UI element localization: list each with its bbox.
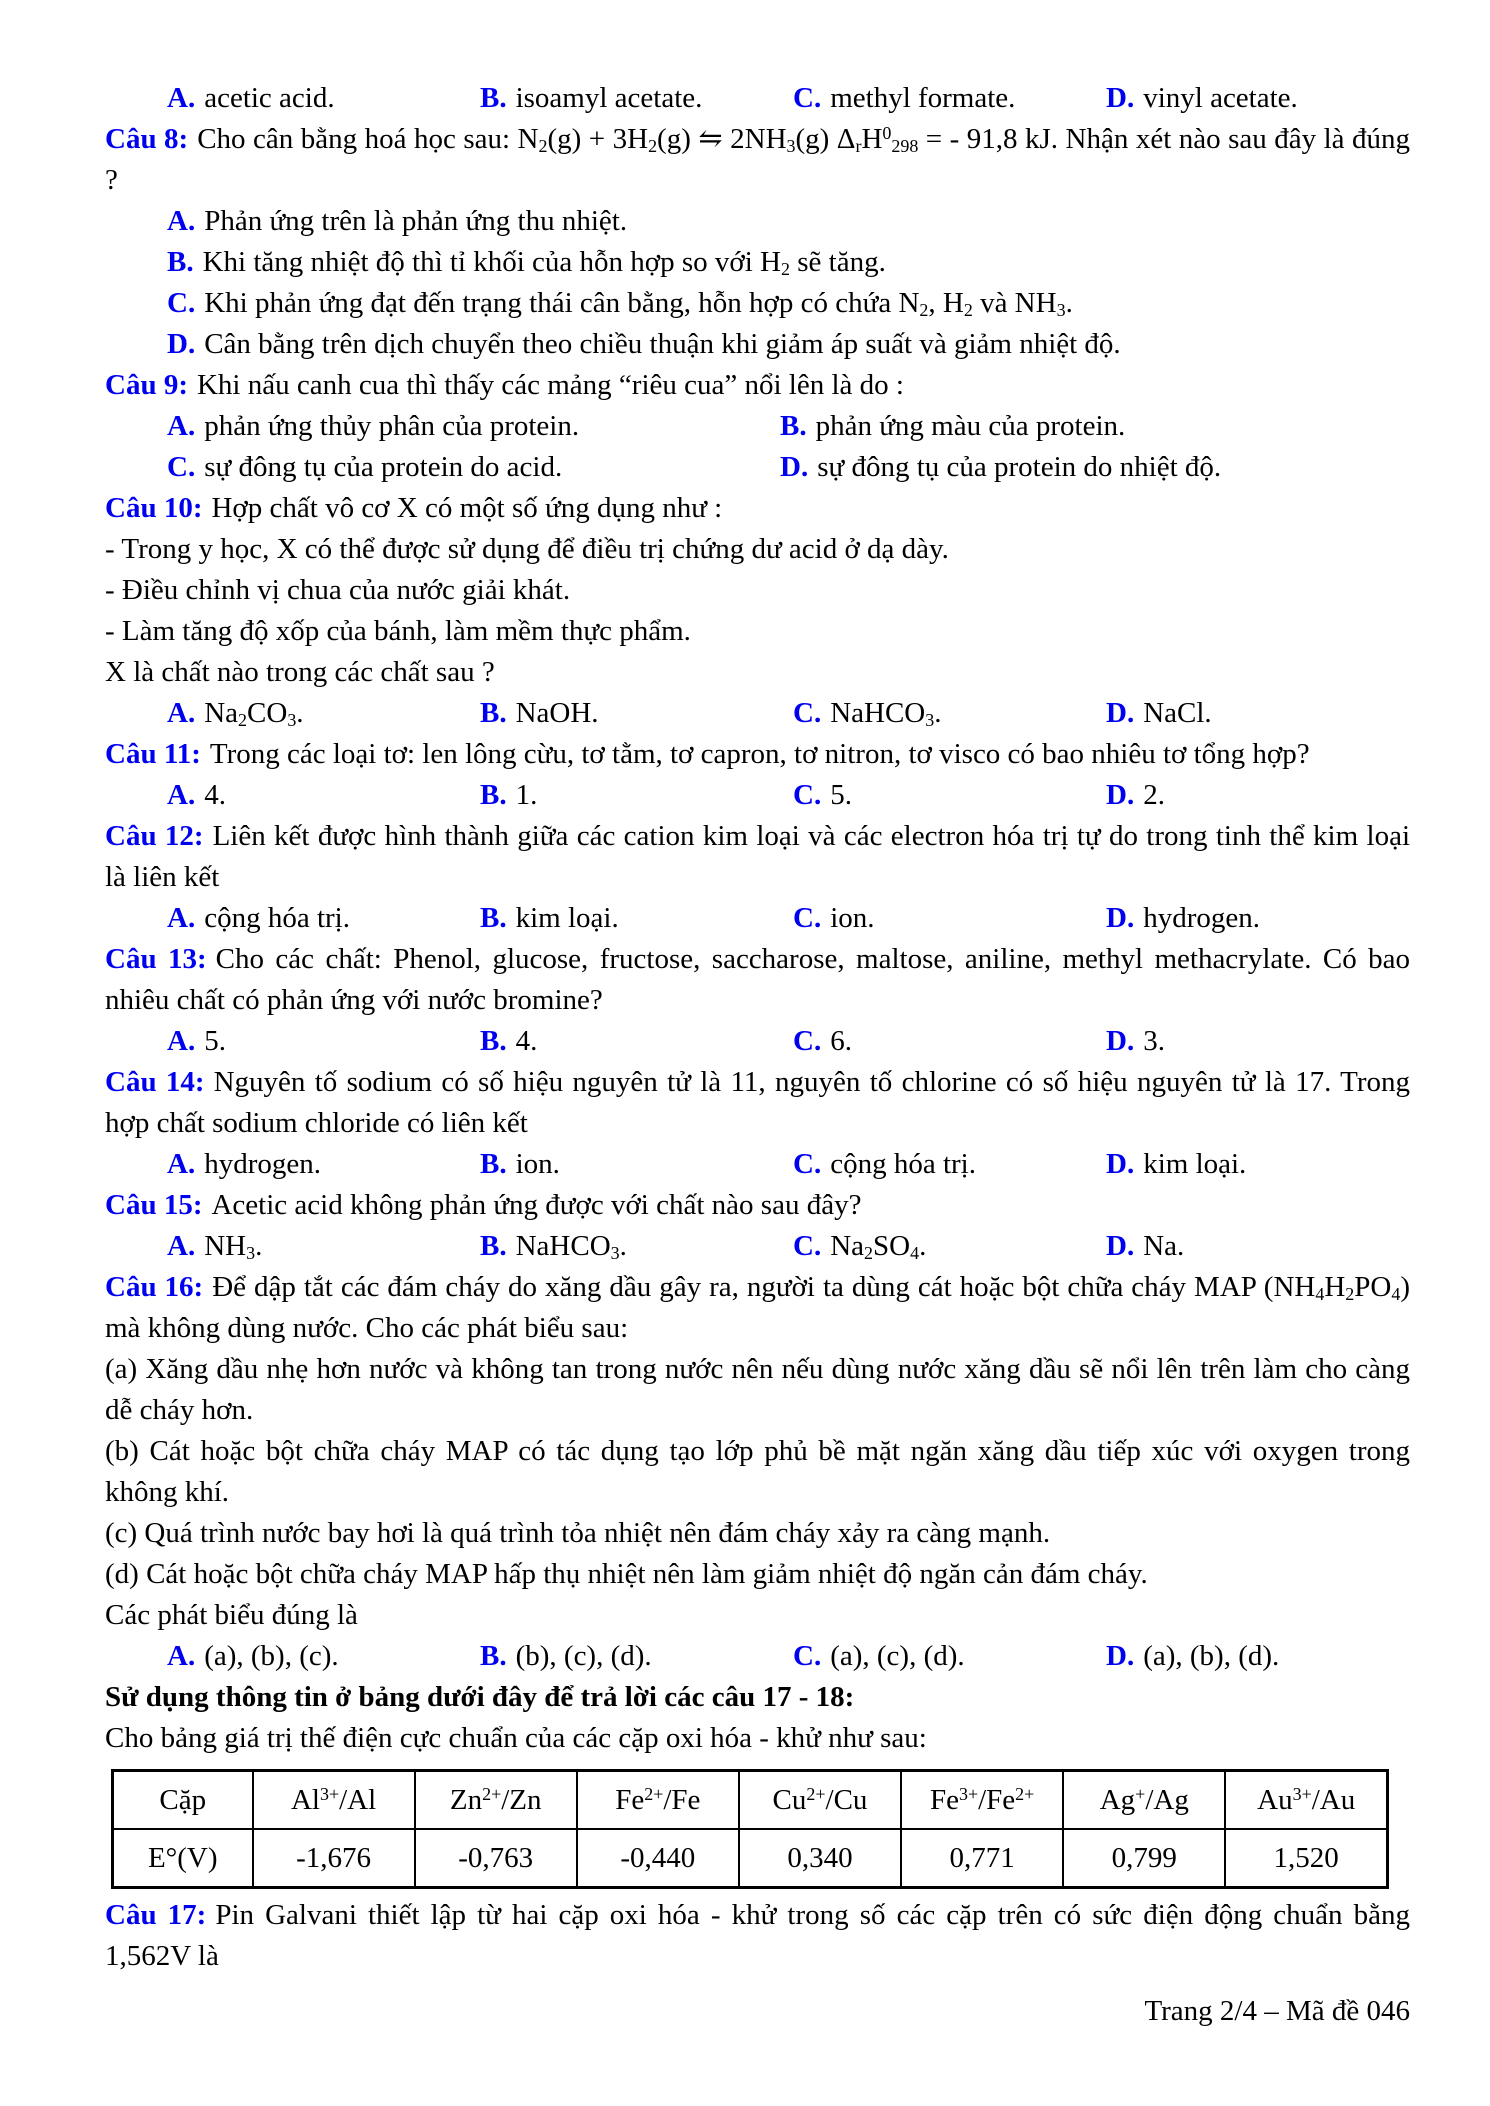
question-9-option-b xyxy=(780,406,1410,447)
question-14-text xyxy=(105,1062,1410,1144)
question-8-option-c xyxy=(167,283,1410,324)
option-text: vinyl acetate. xyxy=(1143,82,1298,114)
question-7-option-b xyxy=(480,78,793,119)
question-16-conclusion: Các phát biểu đúng là xyxy=(105,1599,358,1631)
question-17-body: Pin Galvani thiết lập từ hai cặp oxi hóa - khử trong số các cặp trên có sức điện động chuẩn bằng 1,562V là xyxy=(105,1899,1410,1972)
question-8-option-a xyxy=(167,201,1410,242)
question-13-option-d xyxy=(1106,1021,1410,1062)
option-letter-d: D. xyxy=(1106,1148,1135,1180)
option-letter-b: B. xyxy=(480,1230,507,1262)
question-13-option-c xyxy=(793,1021,1106,1062)
option-letter-b: B. xyxy=(780,410,807,442)
question-14-label: Câu 14: xyxy=(105,1066,205,1098)
option-text: kim loại. xyxy=(515,902,619,934)
question-16-statement-b: (b) Cát hoặc bột chữa cháy MAP có tác dụng tạo lớp phủ bề mặt ngăn xăng dầu tiếp xúc với oxygen trong không khí. xyxy=(105,1435,1410,1508)
option-letter-d: D. xyxy=(1106,697,1135,729)
question-13-text xyxy=(105,939,1410,1021)
option-letter-b: B. xyxy=(480,902,507,934)
option-letter-c: C. xyxy=(793,1230,822,1262)
option-letter-a: A. xyxy=(167,1025,196,1057)
question-14-option-c xyxy=(793,1144,1106,1185)
option-letter-a: A. xyxy=(167,410,196,442)
question-14-option-d xyxy=(1106,1144,1410,1185)
option-text: (a), (b), (c). xyxy=(204,1640,339,1672)
option-text: isoamyl acetate. xyxy=(515,82,703,114)
question-10-options xyxy=(105,693,1410,734)
question-12-text xyxy=(105,816,1410,898)
question-16-option-a xyxy=(167,1636,480,1677)
value-cell-al: -1,676 xyxy=(253,1829,415,1888)
option-text: phản ứng màu của protein. xyxy=(815,410,1126,442)
page-footer: Trang 2/4 – Mã đề 046 xyxy=(1144,1995,1410,2027)
question-14-options xyxy=(105,1144,1410,1185)
value-cell-zn: -0,763 xyxy=(415,1829,577,1888)
option-letter-d: D. xyxy=(1106,1025,1135,1057)
option-text: Khi tăng nhiệt độ thì tỉ khối của hỗn hợp so với $H_2$ sẽ tăng. xyxy=(202,246,886,279)
option-letter-d: D. xyxy=(1106,1640,1135,1672)
question-13-label: Câu 13: xyxy=(105,943,207,975)
question-13-option-a xyxy=(167,1021,480,1062)
option-text: hydrogen. xyxy=(1143,902,1260,934)
option-letter-d: D. xyxy=(1106,902,1135,934)
option-text: Cân bằng trên dịch chuyển theo chiều thuận khi giảm áp suất và giảm nhiệt độ. xyxy=(204,328,1121,360)
option-text: (a), (b), (d). xyxy=(1143,1640,1280,1672)
question-13-options xyxy=(105,1021,1410,1062)
option-text: cộng hóa trị. xyxy=(204,902,350,934)
option-letter-b: B. xyxy=(480,1148,507,1180)
question-16-options xyxy=(105,1636,1410,1677)
question-10-note-3: - Làm tăng độ xốp của bánh, làm mềm thực phẩm. xyxy=(105,615,691,647)
option-text: 5. xyxy=(830,779,852,811)
question-15-option-d xyxy=(1106,1226,1410,1267)
header-cell-pair: Cặp xyxy=(113,1771,253,1830)
option-letter-b: B. xyxy=(480,697,507,729)
option-letter-a: A. xyxy=(167,697,196,729)
option-text: 3. xyxy=(1143,1025,1165,1057)
question-15-option-c xyxy=(793,1226,1106,1267)
option-letter-b: B. xyxy=(480,779,507,811)
option-text: cộng hóa trị. xyxy=(830,1148,976,1180)
option-letter-a: A. xyxy=(167,1640,196,1672)
option-text: $NH_3$. xyxy=(204,1230,263,1263)
question-11-label: Câu 11: xyxy=(105,738,201,770)
question-11-options xyxy=(105,775,1410,816)
option-text: ion. xyxy=(830,902,875,934)
question-14-option-a xyxy=(167,1144,480,1185)
question-8-option-b xyxy=(167,242,1410,283)
option-text: phản ứng thủy phân của protein. xyxy=(204,410,580,442)
question-10-label: Câu 10: xyxy=(105,492,203,524)
question-14-body: Nguyên tố sodium có số hiệu nguyên tử là 11, nguyên tố chlorine có số hiệu nguyên tử là 17. Trong hợp chất sodium chloride có liên kết xyxy=(105,1066,1410,1139)
question-8-body: Cho cân bằng hoá học sau: $N_2(g) + 3H_2(g)$ ⇋ $2NH_3(g) \Delta_rH^0_{298}$ = - 91,8 kJ. Nhận xét nào sau đây là đúng ? xyxy=(105,123,1411,196)
question-11-text xyxy=(105,734,1410,775)
header-cell-cu: $Cu^{2+}/Cu$ xyxy=(739,1771,901,1830)
option-letter-b: B. xyxy=(480,1025,507,1057)
question-10-note-1: - Trong y học, X có thể được sử dụng để điều trị chứng dư acid ở dạ dày. xyxy=(105,533,949,565)
question-12-options xyxy=(105,898,1410,939)
option-text: Khi phản ứng đạt đến trạng thái cân bằng, hỗn hợp có chứa $N_2$, $H_2$ và $NH_3$. xyxy=(204,287,1073,320)
option-letter-d: D. xyxy=(1106,1230,1135,1262)
header-cell-au: $Au^{3+}/Au$ xyxy=(1225,1771,1387,1830)
question-12-option-d xyxy=(1106,898,1410,939)
question-16-statement-d: (d) Cát hoặc bột chữa cháy MAP hấp thụ nhiệt nên làm giảm nhiệt độ ngăn cản đám cháy. xyxy=(105,1558,1148,1590)
option-text: 5. xyxy=(204,1025,226,1057)
option-text: 4. xyxy=(515,1025,538,1057)
option-text: Phản ứng trên là phản ứng thu nhiệt. xyxy=(204,205,628,237)
question-10-question: X là chất nào trong các chất sau ? xyxy=(105,656,495,688)
question-10-note-2: - Điều chỉnh vị chua của nước giải khát. xyxy=(105,574,571,606)
option-letter-c: C. xyxy=(793,779,822,811)
question-8-label: Câu 8: xyxy=(105,123,189,155)
question-11-option-c xyxy=(793,775,1106,816)
option-text: kim loại. xyxy=(1143,1148,1247,1180)
question-9-option-c xyxy=(167,447,780,488)
question-11-option-a xyxy=(167,775,480,816)
question-9-options xyxy=(105,406,1410,488)
question-17-text xyxy=(105,1895,1410,1977)
question-17-label: Câu 17: xyxy=(105,1899,207,1931)
question-8-text xyxy=(105,119,1410,201)
question-10-option-d xyxy=(1106,693,1410,734)
question-10-text xyxy=(105,488,1410,529)
option-letter-c: C. xyxy=(167,287,196,319)
option-text: 4. xyxy=(204,779,226,811)
question-16-option-c xyxy=(793,1636,1106,1677)
option-text: sự đông tụ của protein do acid. xyxy=(204,451,563,483)
value-cell-label: E°(V) xyxy=(113,1829,253,1888)
option-letter-b: B. xyxy=(480,82,507,114)
option-text: ion. xyxy=(515,1148,560,1180)
option-text: 1. xyxy=(515,779,538,811)
question-15-option-b xyxy=(480,1226,793,1267)
question-12-option-c xyxy=(793,898,1106,939)
option-text: acetic acid. xyxy=(204,82,335,114)
option-letter-a: A. xyxy=(167,779,196,811)
question-12-option-b xyxy=(480,898,793,939)
table-header-row xyxy=(113,1771,1388,1830)
question-8-options xyxy=(105,201,1410,365)
question-9-body: Khi nấu canh cua thì thấy các mảng “riêu cua” nổi lên là do : xyxy=(196,369,904,401)
question-13-body: Cho các chất: Phenol, glucose, fructose, saccharose, maltose, aniline, methyl methacrylate. Có bao nhiêu chất có phản ứng với nước bromine? xyxy=(105,943,1411,1016)
question-15-options xyxy=(105,1226,1410,1267)
value-cell-fe2: -0,440 xyxy=(577,1829,739,1888)
option-text: 6. xyxy=(830,1025,852,1057)
option-text: NaHCO$_3$. xyxy=(515,1230,627,1263)
option-text: $Na_2CO_3$. xyxy=(204,697,304,730)
question-11-option-d xyxy=(1106,775,1410,816)
value-cell-au: 1,520 xyxy=(1225,1829,1387,1888)
option-letter-a: A. xyxy=(167,1230,196,1262)
question-9-label: Câu 9: xyxy=(105,369,188,401)
option-text: NaOH. xyxy=(515,697,599,729)
option-text: hydrogen. xyxy=(204,1148,321,1180)
question-15-text xyxy=(105,1185,1410,1226)
header-cell-ag: Ag+/Ag xyxy=(1063,1771,1225,1830)
question-15-option-a xyxy=(167,1226,480,1267)
question-11-body: Trong các loại tơ: len lông cừu, tơ tằm, tơ capron, tơ nitron, tơ visco có bao nhiêu tơ tổng hợp? xyxy=(209,738,1310,770)
question-14-option-b xyxy=(480,1144,793,1185)
option-letter-b: B. xyxy=(167,246,194,278)
question-10-option-b xyxy=(480,693,793,734)
header-cell-fe3: $Fe^{3+}/Fe^{2+}$ xyxy=(901,1771,1063,1830)
option-text: (b), (c), (d). xyxy=(515,1640,652,1672)
question-12-label: Câu 12: xyxy=(105,820,204,852)
option-letter-d: D. xyxy=(167,328,196,360)
question-16-text xyxy=(105,1267,1410,1349)
table-value-row xyxy=(113,1829,1388,1888)
header-cell-fe2: $Fe^{2+}/Fe$ xyxy=(577,1771,739,1830)
header-cell-al: $Al^{3+}/Al$ xyxy=(253,1771,415,1830)
question-10-option-c xyxy=(793,693,1106,734)
option-letter-d: D. xyxy=(1106,82,1135,114)
info-heading: Sử dụng thông tin ở bảng dưới đây để trả lời các câu 17 - 18: xyxy=(105,1681,855,1713)
question-8-option-d xyxy=(167,324,1410,365)
electrode-potential-table xyxy=(111,1769,1389,1889)
option-text: methyl formate. xyxy=(830,82,1016,114)
option-letter-c: C. xyxy=(167,451,196,483)
question-15-body: Acetic acid không phản ứng được với chất nào sau đây? xyxy=(211,1189,862,1221)
question-12-option-a xyxy=(167,898,480,939)
question-12-body: Liên kết được hình thành giữa các cation kim loại và các electron hóa trị tự do trong tinh thể kim loại là liên kết xyxy=(105,820,1410,893)
question-7-option-a xyxy=(167,78,480,119)
info-intro: Cho bảng giá trị thế điện cực chuẩn của các cặp oxi hóa - khử như sau: xyxy=(105,1722,927,1754)
option-letter-c: C. xyxy=(793,697,822,729)
question-9-option-d xyxy=(780,447,1410,488)
option-letter-a: A. xyxy=(167,205,196,237)
value-cell-fe3: 0,771 xyxy=(901,1829,1063,1888)
option-letter-a: A. xyxy=(167,1148,196,1180)
question-16-option-d xyxy=(1106,1636,1410,1677)
option-letter-b: B. xyxy=(480,1640,507,1672)
question-16-option-b xyxy=(480,1636,793,1677)
question-11-option-b xyxy=(480,775,793,816)
question-16-label: Câu 16: xyxy=(105,1271,204,1303)
option-text: NaHCO$_3$. xyxy=(830,697,942,730)
question-7-option-c xyxy=(793,78,1106,119)
option-text: sự đông tụ của protein do nhiệt độ. xyxy=(817,451,1222,483)
question-16-statement-c: (c) Quá trình nước bay hơi là quá trình tỏa nhiệt nên đám cháy xảy ra càng mạnh. xyxy=(105,1517,1051,1549)
option-letter-c: C. xyxy=(793,902,822,934)
question-16-statement-a: (a) Xăng dầu nhẹ hơn nước và không tan trong nước nên nếu dùng nước xăng dầu sẽ nổi lên trên làm cho càng dễ cháy hơn. xyxy=(105,1353,1410,1426)
question-10-body: Hợp chất vô cơ X có một số ứng dụng như : xyxy=(211,492,723,524)
value-cell-ag: 0,799 xyxy=(1063,1829,1225,1888)
option-letter-d: D. xyxy=(1106,779,1135,811)
value-cell-cu: 0,340 xyxy=(739,1829,901,1888)
question-9-text xyxy=(105,365,1410,406)
option-letter-a: A. xyxy=(167,902,196,934)
option-letter-a: A. xyxy=(167,82,196,114)
option-text: Na. xyxy=(1143,1230,1185,1262)
question-15-label: Câu 15: xyxy=(105,1189,203,1221)
option-letter-c: C. xyxy=(793,82,822,114)
option-text: (a), (c), (d). xyxy=(830,1640,965,1672)
question-7-options xyxy=(105,78,1410,119)
option-text: 2. xyxy=(1143,779,1165,811)
question-9-option-a xyxy=(167,406,780,447)
question-16-body: Để dập tắt các đám cháy do xăng dầu gây ra, người ta dùng cát hoặc bột chữa cháy MAP $(NH_4H_2PO_4)$ mà không dùng nước. Cho các phát biểu sau: xyxy=(105,1271,1410,1344)
question-7-option-d xyxy=(1106,78,1410,119)
question-13-option-b xyxy=(480,1021,793,1062)
option-text: NaCl. xyxy=(1143,697,1212,729)
question-10-option-a xyxy=(167,693,480,734)
option-letter-c: C. xyxy=(793,1025,822,1057)
header-cell-zn: $Zn^{2+}/Zn$ xyxy=(415,1771,577,1830)
option-letter-d: D. xyxy=(780,451,809,483)
option-text: $Na_2SO_4$. xyxy=(830,1230,927,1263)
option-letter-c: C. xyxy=(793,1148,822,1180)
option-letter-c: C. xyxy=(793,1640,822,1672)
